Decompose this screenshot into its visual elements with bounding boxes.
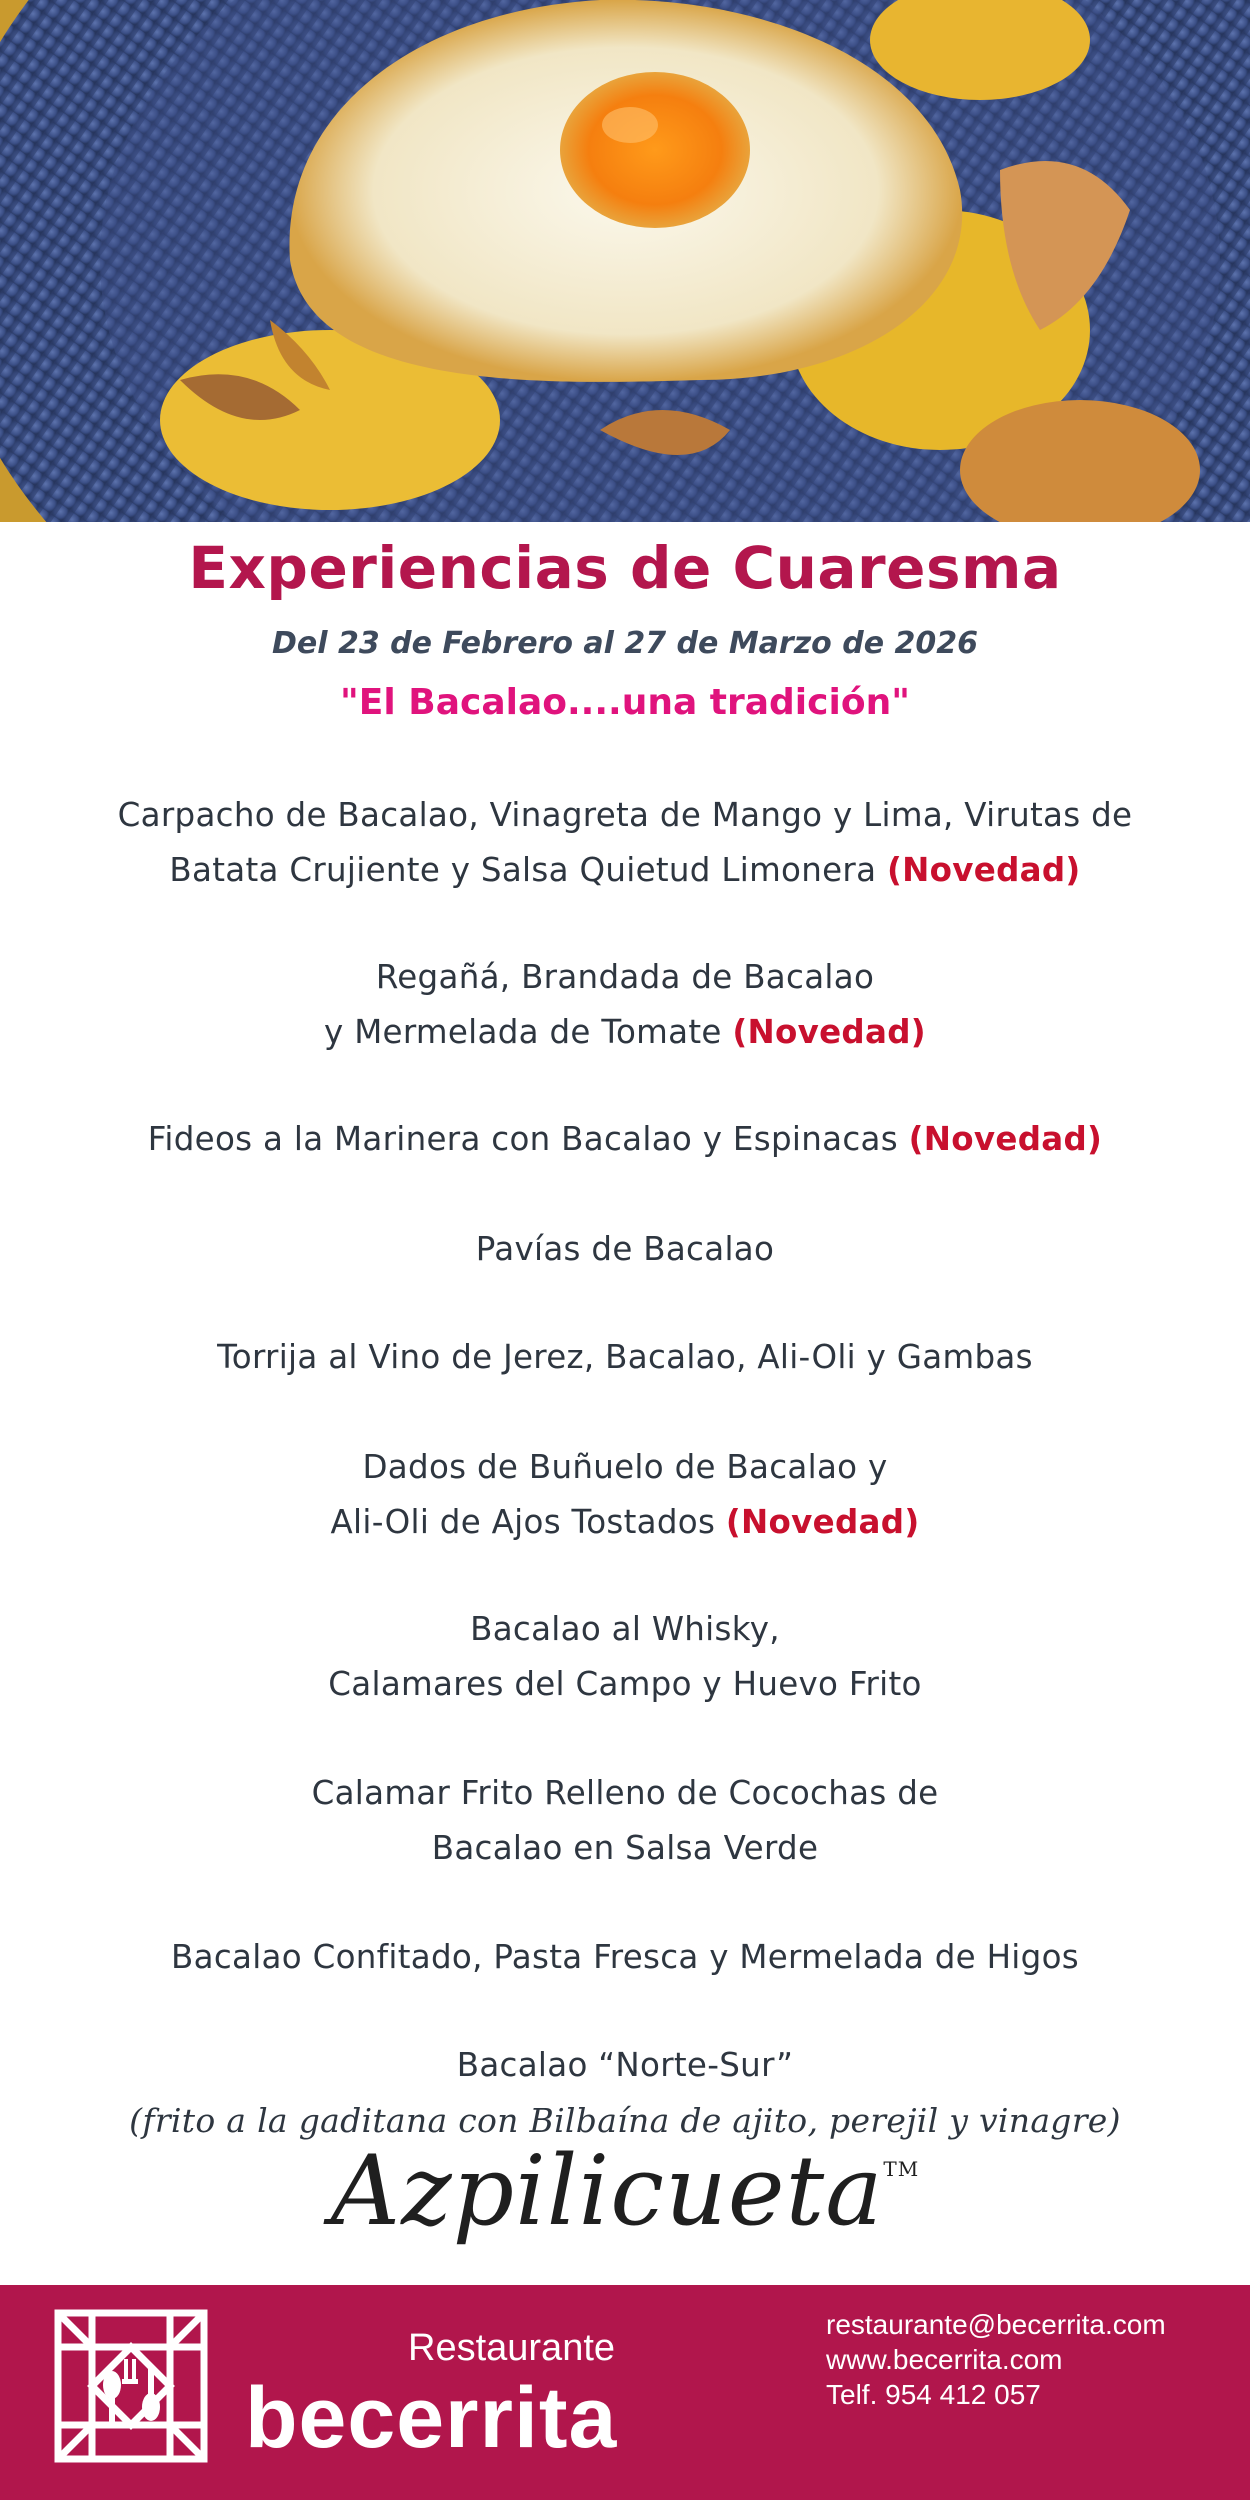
contact-email[interactable]: restaurante@becerrita.com: [826, 2309, 1166, 2340]
page-title: Experiencias de Cuaresma: [188, 534, 1062, 602]
dish-line: Calamar Frito Relleno de Cocochas de: [311, 1774, 939, 1812]
dish-regana: [0, 950, 1250, 1060]
trademark-mark: TM: [883, 2157, 920, 2181]
dish-line: Torrija al Vino de Jerez, Bacalao, Ali-Oli y Gambas: [217, 1338, 1033, 1376]
dish-line: y Mermelada de Tomate: [324, 1013, 722, 1051]
footer: [0, 2285, 1250, 2500]
dish-carpacho: [0, 788, 1250, 898]
hero-photo: [0, 0, 1250, 522]
dish-line: Bacalao en Salsa Verde: [431, 1829, 819, 1867]
dish-line: Carpacho de Bacalao, Vinagreta de Mango y Lima, Virutas de: [117, 796, 1133, 834]
dish-bacalao-whisky: [0, 1602, 1250, 1712]
dish-bacalao-confitado: [0, 1930, 1250, 1985]
dish-line: Calamares del Campo y Huevo Frito: [328, 1665, 922, 1703]
dish-line: Pavías de Bacalao: [475, 1230, 775, 1268]
novedad-badge: (Novedad): [732, 1013, 926, 1051]
novedad-badge: (Novedad): [725, 1503, 920, 1541]
menu-subtitle: "El Bacalao....una tradición": [340, 682, 910, 723]
brand-becerrita: becerrita: [245, 2370, 618, 2466]
dish-line: Bacalao Confitado, Pasta Fresca y Mermelada de Higos: [171, 1938, 1079, 1976]
dish-fideos: [0, 1112, 1250, 1167]
contact-website[interactable]: www.becerrita.com: [826, 2344, 1063, 2375]
dish-line: Batata Crujiente y Salsa Quietud Limonera: [169, 851, 877, 889]
novedad-badge: (Novedad): [908, 1120, 1103, 1158]
logo-name: Azpilicueta: [330, 2135, 884, 2247]
novedad-badge: (Novedad): [886, 851, 1081, 889]
dish-line: Bacalao al Whisky,: [470, 1610, 780, 1648]
dish-line: Dados de Buñuelo de Bacalao y: [362, 1448, 888, 1486]
dish-pavias: [0, 1222, 1250, 1277]
fried-egg-cod-dish-image: [0, 0, 1250, 522]
dish-dados-bunuelo: [0, 1440, 1250, 1550]
dish-description: (frito a la gaditana con Bilbaína de ajito, perejil y vinagre): [129, 2101, 1121, 2140]
dish-line: Bacalao “Norte-Sur”: [456, 2046, 794, 2084]
dish-torrija: [0, 1330, 1250, 1385]
dish-line: Fideos a la Marinera con Bacalao y Espinacas: [147, 1120, 898, 1158]
dish-line: Ali-Oli de Ajos Tostados: [330, 1503, 716, 1541]
azpilicueta-logo: [0, 2135, 1250, 2247]
dish-norte-sur: [0, 2038, 1250, 2148]
restaurant-lattice-logo-icon: [52, 2307, 210, 2465]
dish-calamar-relleno: [0, 1766, 1250, 1876]
dish-line: Regañá, Brandada de Bacalao: [375, 958, 875, 996]
date-range: Del 23 de Febrero al 27 de Marzo de 2026: [271, 626, 978, 661]
brand-restaurante: Restaurante: [408, 2327, 616, 2369]
contact-phone: Telf. 954 412 057: [826, 2379, 1041, 2410]
